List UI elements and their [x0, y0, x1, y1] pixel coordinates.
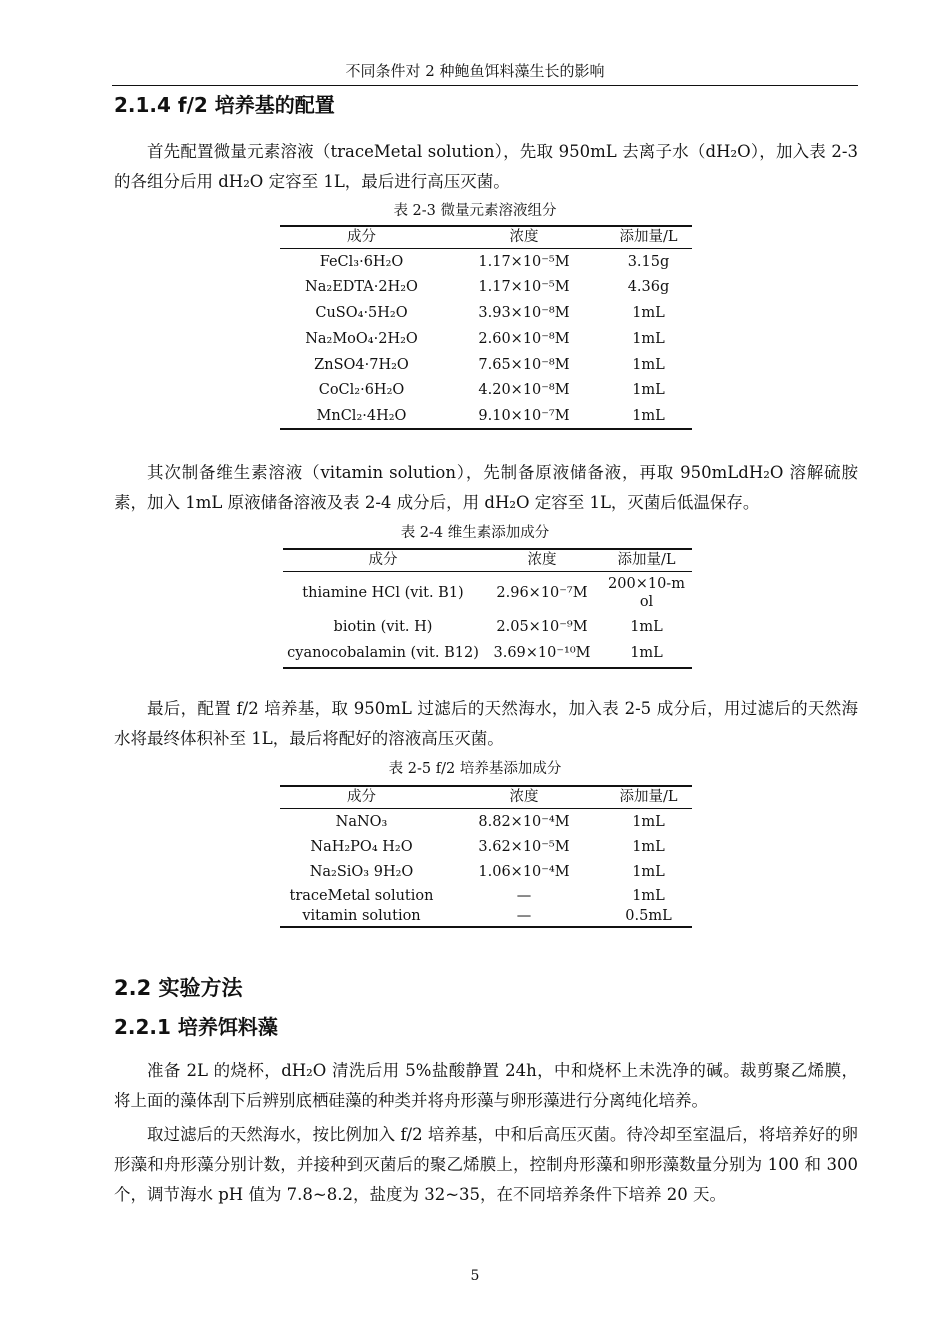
table-row: [280, 403, 692, 429]
concentration-cell: 1.06×10⁻⁴M: [478, 864, 570, 881]
component-cell: CuSO₄·5H₂O: [315, 304, 408, 321]
component-cell: Na₂EDTA·2H₂O: [305, 279, 418, 296]
concentration-cell: 2.60×10⁻⁸M: [478, 330, 570, 347]
table-row: [280, 906, 692, 927]
concentration-cell: 1.17×10⁻⁵M: [478, 253, 570, 270]
table-row: [280, 249, 692, 275]
table-2-3-header-amount: 添加量/L: [605, 226, 692, 249]
concentration-cell: —: [516, 908, 532, 924]
table-2-4-caption: 表 2-4 维生素添加成分: [400, 525, 550, 541]
table-row: [280, 377, 692, 403]
section-heading-2-2-1: 2.2.1 培养饵料藻: [114, 1015, 278, 1039]
component-cell: Na₂SiO₃ 9H₂O: [309, 864, 414, 881]
component-cell: NaH₂PO₄ H₂O: [310, 838, 413, 855]
table-row: [280, 274, 692, 300]
concentration-cell: 3.62×10⁻⁵M: [478, 838, 570, 855]
concentration-cell: 8.82×10⁻⁴M: [478, 813, 570, 830]
table-row: [280, 300, 692, 326]
table-2-5-header-concentration: 浓度: [443, 786, 605, 809]
table-2-5-caption: 表 2-5 f/2 培养基添加成分: [388, 761, 562, 777]
component-cell: NaNO₃: [335, 813, 388, 830]
section-heading-2-1-4: 2.1.4 f/2 培养基的配置: [114, 93, 335, 117]
concentration-cell: 2.96×10⁻⁷M: [496, 584, 588, 601]
amount-cell: 0.5mL: [625, 908, 672, 924]
amount-cell: 1mL: [632, 838, 665, 855]
amount-cell: 1mL: [630, 618, 663, 635]
component-cell: biotin (vit. H): [333, 618, 433, 635]
table-row: [280, 809, 692, 835]
table-row: [280, 352, 692, 378]
table-row: [280, 834, 692, 860]
concentration-cell: 1.17×10⁻⁵M: [478, 279, 570, 296]
concentration-cell: 4.20×10⁻⁸M: [478, 382, 570, 399]
table-2-3-body: [280, 249, 692, 430]
component-cell: vitamin solution: [302, 908, 421, 924]
amount-cell: 1mL: [632, 864, 665, 881]
amount-cell: 1mL: [632, 382, 665, 399]
table-2-5-body: [280, 809, 692, 928]
component-cell: thiamine HCl (vit. B1): [302, 584, 464, 601]
amount-cell: 4.36g: [627, 279, 670, 296]
component-cell: ZnSO4·7H₂O: [314, 356, 409, 373]
table-2-4: [283, 548, 692, 669]
table-row: [280, 860, 692, 886]
table-2-4-header-amount: 添加量/L: [601, 549, 692, 572]
amount-cell: 1mL: [632, 887, 665, 904]
amount-cell: 1mL: [632, 330, 665, 347]
concentration-cell: 3.93×10⁻⁸M: [478, 304, 570, 321]
component-cell: MnCl₂·4H₂O: [316, 407, 407, 424]
paragraph-vitamin: 其次制备维生素溶液（vitamin solution），先制备原液储备液，再取 950mLdH₂O 溶解硫胺素，加入 1mL 原液储备溶液及表 2-4 成分后，用 dH₂O 定容至 1L，灭菌后低温保存。: [114, 463, 858, 512]
paragraph-f2-medium: 最后，配置 f/2 培养基，取 950mL 过滤后的天然海水，加入表 2-5 成分后，用过滤后的天然海水将最终体积补至 1L，最后将配好的溶液高压灭菌。: [114, 699, 858, 748]
table-2-3: [280, 225, 692, 430]
table-2-3-header-concentration: 浓度: [443, 226, 605, 249]
running-header: 不同条件对 2 种鲍鱼饵料藻生长的影响: [345, 62, 605, 80]
header-rule: [112, 85, 858, 86]
component-cell: cyanocobalamin (vit. B12): [287, 645, 479, 661]
table-2-5: [280, 785, 692, 928]
amount-cell: 200×10-mol: [608, 575, 685, 610]
amount-cell: 1mL: [632, 304, 665, 321]
concentration-cell: 7.65×10⁻⁸M: [478, 356, 570, 373]
table-2-3-header-component: 成分: [280, 226, 443, 249]
table-row: [280, 326, 692, 352]
table-2-3-caption: 表 2-3 微量元素溶液组分: [393, 203, 557, 219]
component-cell: traceMetal solution: [289, 887, 434, 904]
concentration-cell: —: [516, 887, 532, 904]
section-heading-2-2: 2.2 实验方法: [114, 976, 243, 1000]
table-row: [283, 572, 692, 614]
concentration-cell: 9.10×10⁻⁷M: [478, 407, 570, 424]
table-row: [280, 885, 692, 906]
component-cell: CoCl₂·6H₂O: [318, 382, 405, 399]
table-row: [283, 614, 692, 640]
table-row: [283, 640, 692, 668]
table-2-4-body: [283, 572, 692, 668]
page-number: 5: [470, 1268, 480, 1284]
amount-cell: 1mL: [632, 813, 665, 830]
table-2-4-header-concentration: 浓度: [483, 549, 601, 572]
amount-cell: 1mL: [632, 356, 665, 373]
paragraph-beaker-prep: 准备 2L 的烧杯，dH₂O 清洗后用 5%盐酸静置 24h，中和烧杯上未洗净的碱。裁剪聚乙烯膜，将上面的藻体刮下后辨别底栖硅藻的种类并将舟形藻与卵形藻进行分离纯化培养。: [114, 1061, 858, 1110]
table-2-5-header-component: 成分: [280, 786, 443, 809]
amount-cell: 1mL: [632, 407, 665, 424]
component-cell: Na₂MoO₄·2H₂O: [305, 330, 418, 347]
concentration-cell: 2.05×10⁻⁹M: [496, 618, 588, 635]
table-2-5-header-amount: 添加量/L: [605, 786, 692, 809]
concentration-cell: 3.69×10⁻¹⁰M: [493, 645, 591, 661]
amount-cell: 1mL: [630, 645, 663, 661]
table-2-4-header-component: 成分: [283, 549, 483, 572]
paragraph-trace-metal: 首先配置微量元素溶液（traceMetal solution），先取 950mL 去离子水（dH₂O），加入表 2-3 的各组分后用 dH₂O 定容至 1L，最后进行高压灭菌。: [114, 142, 858, 191]
paragraph-culture-procedure: 取过滤后的天然海水，按比例加入 f/2 培养基，中和后高压灭菌。待冷却至室温后，将培养好的卵形藻和舟形藻分别计数，并接种到灭菌后的聚乙烯膜上，控制舟形藻和卵形藻数量分别为 100 和 300 个，调节海水 pH 值为 7.8~8.2，盐度为 32~35，在不同培养条件下培养 20 天。: [114, 1125, 858, 1204]
amount-cell: 3.15g: [627, 253, 670, 270]
component-cell: FeCl₃·6H₂O: [319, 253, 404, 270]
